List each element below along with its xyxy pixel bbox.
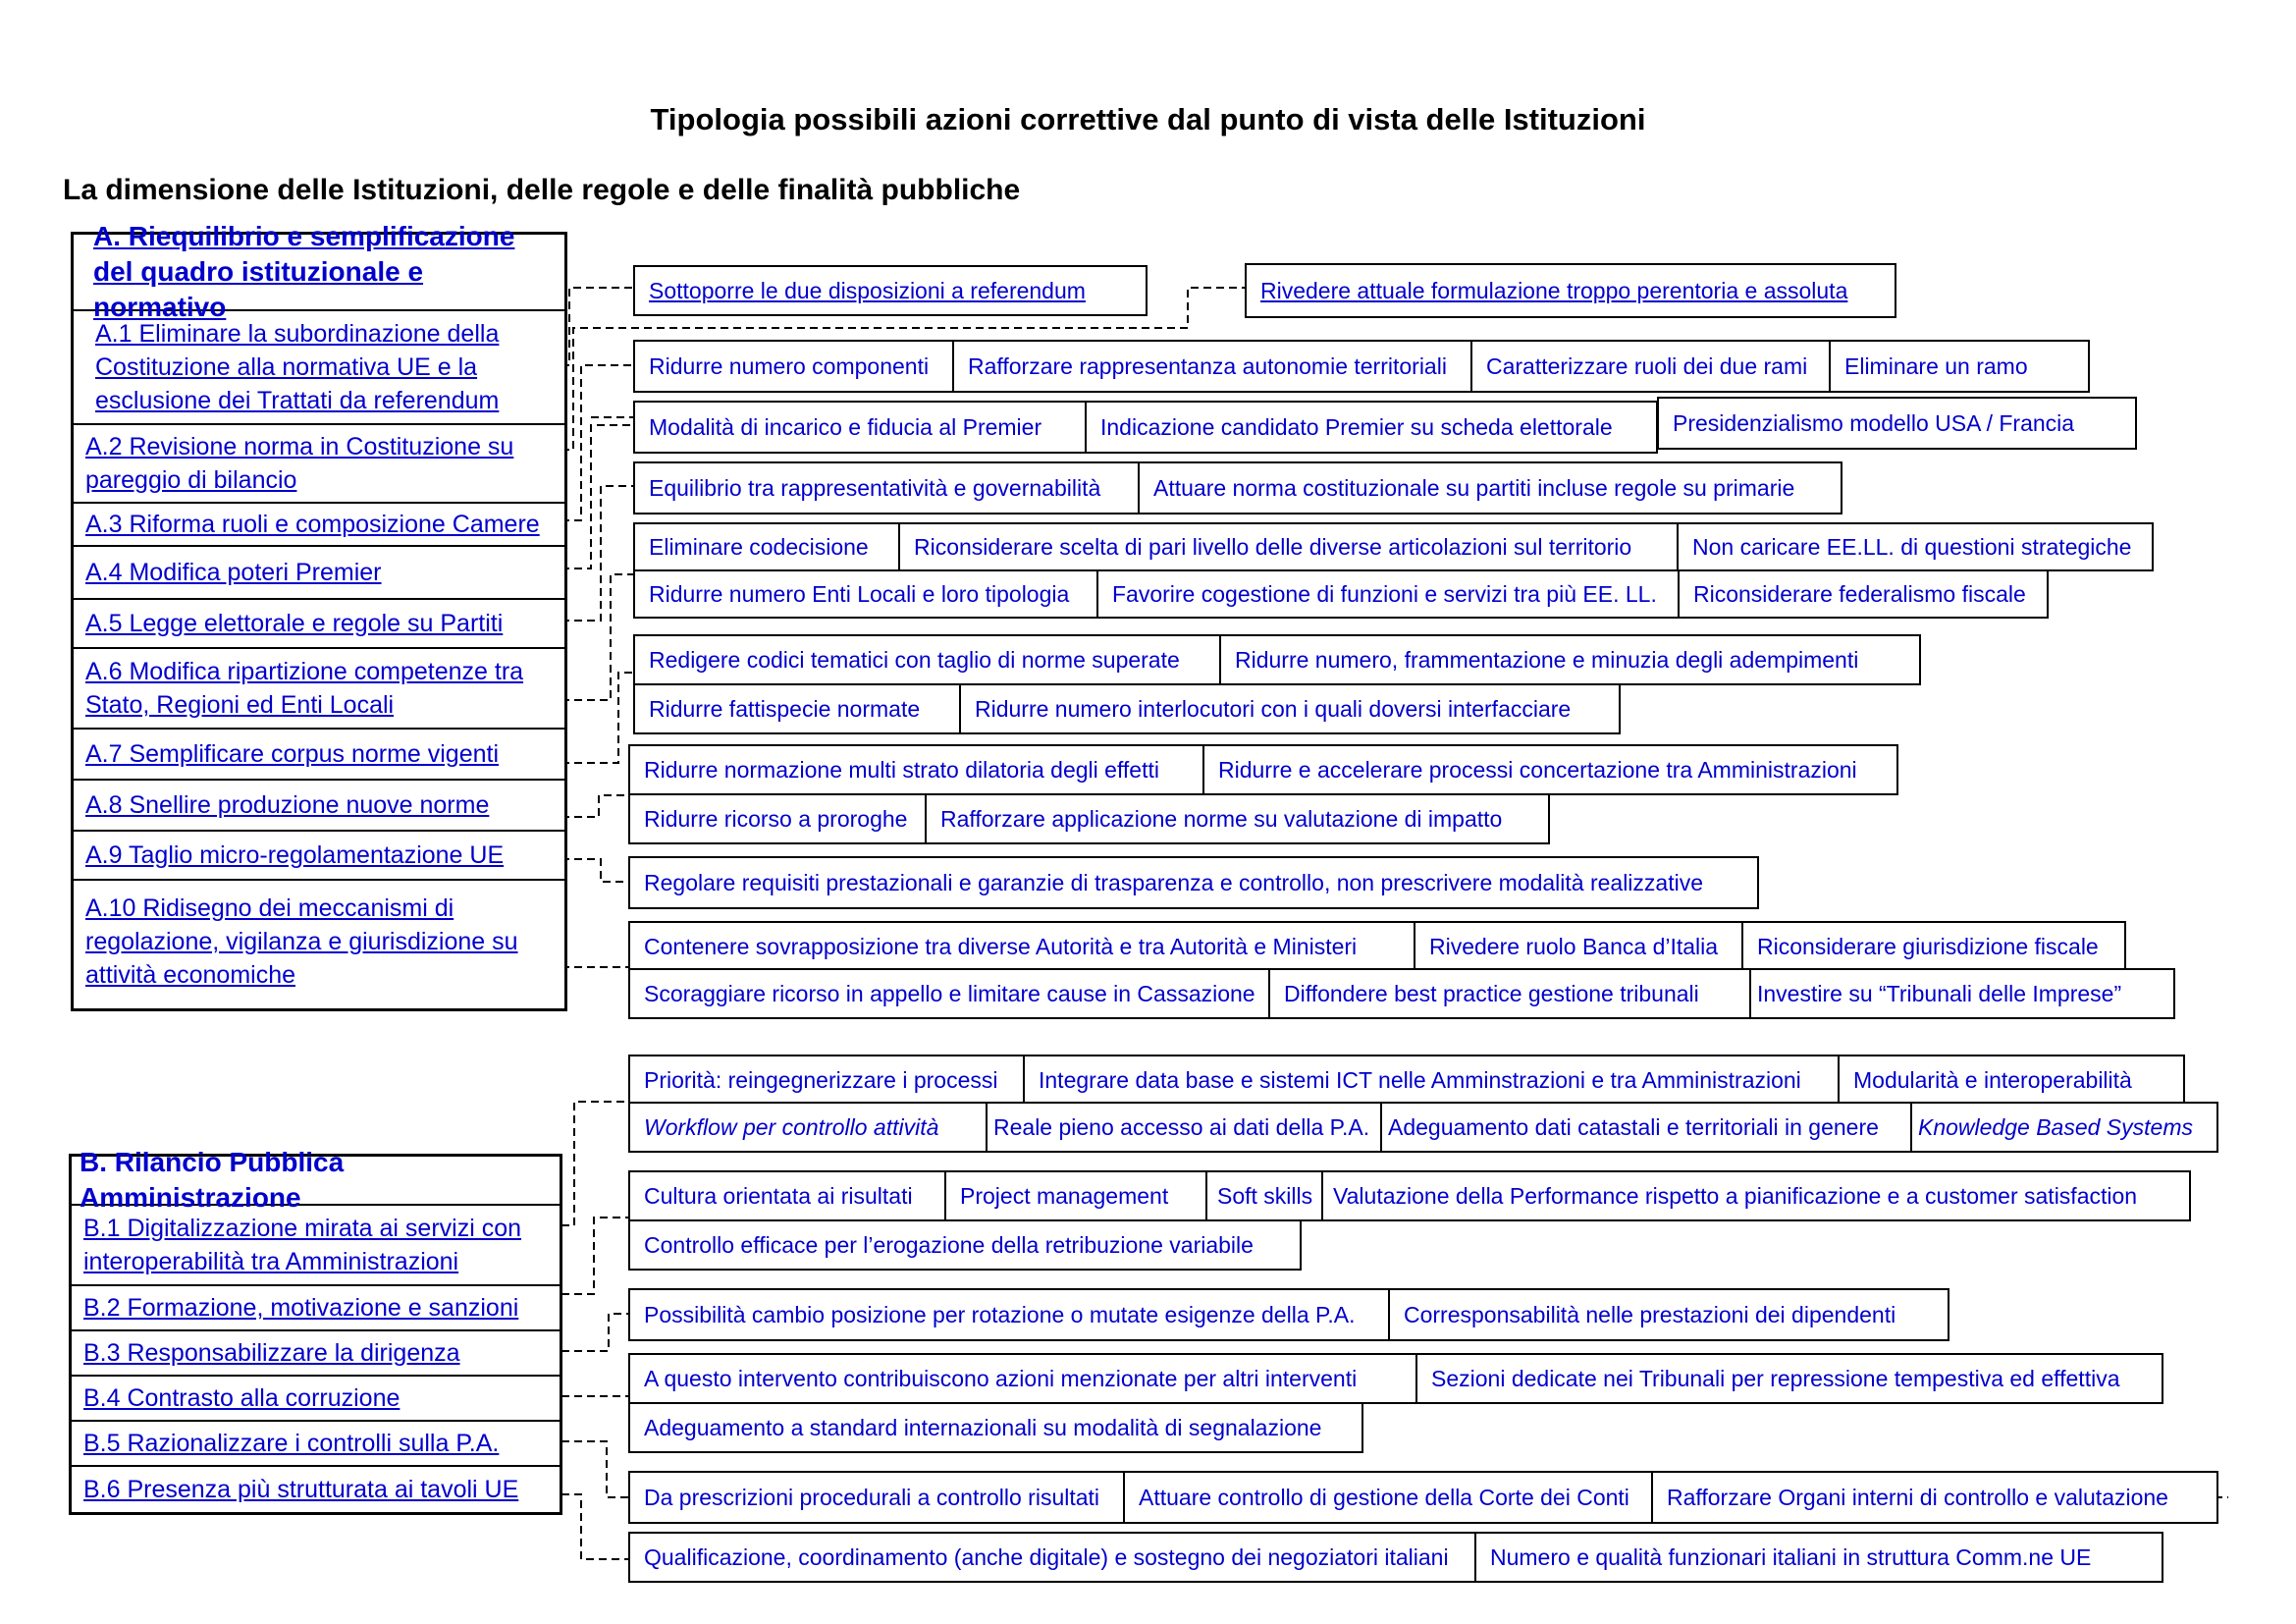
page-title: Tipologia possibili azioni correttive dal punto di vista delle Istituzioni (650, 102, 1646, 136)
action-row-b1-1 (628, 1055, 2185, 1106)
action-item[interactable]: Controllo efficace per l’erogazione della retribuzione variabile (644, 1232, 1254, 1258)
action-item[interactable]: Sottoporre le due disposizioni a referendum (649, 278, 1086, 303)
action-item[interactable]: Rafforzare applicazione norme su valutazione di impatto (925, 795, 1548, 842)
action-row-a1 (633, 265, 1148, 316)
action-row-b1-2 (628, 1102, 2218, 1153)
action-item[interactable]: Rafforzare Organi interni di controllo e valutazione (1651, 1473, 2216, 1522)
action-item[interactable]: A questo intervento contribuiscono azioni menzionate per altri interventi (644, 1366, 1358, 1391)
action-item[interactable]: Eliminare un ramo (1829, 342, 2088, 391)
action-item[interactable]: Rivedere ruolo Banca d’Italia (1414, 923, 1741, 970)
page-subtitle: La dimensione delle Istituzioni, delle regole e delle finalità pubbliche (63, 174, 1021, 206)
section-a-item[interactable]: A.3 Riforma ruoli e composizione Camere (74, 504, 564, 547)
connector-a3 (561, 365, 633, 520)
action-item[interactable]: Knowledge Based Systems (1910, 1104, 2216, 1151)
action-item[interactable]: Project management (944, 1172, 1205, 1219)
action-row-a8-2 (628, 793, 1550, 844)
action-row-a8-1 (628, 744, 1898, 795)
action-item[interactable]: Soft skills (1205, 1172, 1321, 1219)
connector-a1 (561, 288, 633, 365)
section-a-item[interactable]: A.7 Semplificare corpus norme vigenti (74, 730, 564, 781)
action-row-a10-1 (628, 921, 2126, 972)
action-item[interactable]: Valutazione della Performance rispetto a pianificazione e a customer satisfaction (1321, 1172, 2189, 1219)
section-a-item[interactable]: A.2 Revisione norma in Costituzione su pareggio di bilancio (74, 425, 564, 504)
section-b-item[interactable]: B.2 Formazione, motivazione e sanzioni (72, 1286, 560, 1331)
action-item[interactable]: Priorità: reingegnerizzare i processi (644, 1067, 998, 1093)
section-a-item[interactable]: A.5 Legge elettorale e regole su Partiti (74, 600, 564, 649)
section-b-header[interactable]: B. Rilancio Pubblica Amministrazione (72, 1157, 560, 1206)
connector-a5 (561, 486, 633, 621)
action-item[interactable]: Redigere codici tematici con taglio di norme superate (649, 647, 1180, 673)
action-row-b2-1 (628, 1170, 2191, 1221)
connector-a8 (561, 795, 628, 817)
action-item[interactable]: Workflow per controllo attività (644, 1114, 939, 1140)
action-row-a3 (633, 340, 2090, 393)
action-item[interactable]: Rafforzare rappresentanza autonomie territoriali (952, 342, 1470, 391)
action-row-b3 (628, 1288, 1949, 1341)
action-item[interactable]: Diffondere best practice gestione tribunali (1268, 970, 1749, 1017)
action-row-a4-2 (1657, 397, 2137, 450)
action-item[interactable]: Integrare data base e sistemi ICT nelle Amminstrazioni e tra Amministrazioni (1023, 1056, 1838, 1104)
action-item[interactable]: Reale pieno accesso ai dati della P.A. (986, 1104, 1380, 1151)
connector-a9 (561, 859, 628, 882)
action-row-a2 (1245, 263, 1896, 318)
action-item[interactable]: Da prescrizioni procedurali a controllo risultati (644, 1485, 1100, 1510)
action-item[interactable]: Investire su “Tribunali delle Imprese” (1749, 970, 2173, 1017)
connector-a4 (561, 425, 633, 568)
action-item[interactable]: Ridurre numero interlocutori con i quali doversi interfacciare (959, 685, 1619, 732)
action-row-a9 (628, 856, 1759, 909)
action-item[interactable]: Corresponsabilità nelle prestazioni dei dipendenti (1388, 1290, 1948, 1339)
action-item[interactable]: Indicazione candidato Premier su scheda elettorale (1085, 403, 1656, 452)
action-row-a7-2 (633, 683, 1621, 734)
action-item[interactable]: Riconsiderare federalismo fiscale (1678, 571, 2047, 617)
action-item[interactable]: Presidenzialismo modello USA / Francia (1673, 410, 2075, 436)
section-a-item[interactable]: A.8 Snellire produzione nuove norme (74, 781, 564, 832)
action-item[interactable]: Possibilità cambio posizione per rotazione o mutate esigenze della P.A. (644, 1302, 1356, 1327)
section-b-item[interactable]: B.5 Razionalizzare i controlli sulla P.A. (72, 1422, 560, 1467)
section-a-item[interactable]: A.9 Taglio micro-regolamentazione UE (74, 832, 564, 881)
section-b-item[interactable]: B.4 Contrasto alla corruzione (72, 1377, 560, 1422)
action-item[interactable]: Favorire cogestione di funzioni e servizi tra più EE. LL. (1096, 571, 1678, 617)
connector-b6 (561, 1494, 628, 1559)
action-item[interactable]: Regolare requisiti prestazionali e garanzie di trasparenza e controllo, non prescrivere modalità realizzative (644, 870, 1704, 895)
action-item[interactable]: Ridurre ricorso a proroghe (644, 806, 908, 832)
action-item[interactable]: Modalità di incarico e fiducia al Premier (649, 414, 1042, 440)
action-item[interactable]: Riconsiderare scelta di pari livello delle diverse articolazioni sul territorio (898, 524, 1677, 569)
action-row-b5 (628, 1471, 2218, 1524)
action-item[interactable]: Equilibrio tra rappresentatività e governabilità (649, 475, 1101, 501)
action-item[interactable]: Ridurre fattispecie normate (649, 696, 921, 722)
action-item[interactable]: Contenere sovrapposizione tra diverse Autorità e tra Autorità e Ministeri (644, 934, 1358, 959)
section-b-item[interactable]: B.3 Responsabilizzare la dirigenza (72, 1331, 560, 1377)
action-item[interactable]: Adeguamento dati catastali e territoriali in genere (1380, 1104, 1910, 1151)
connector-b5 (561, 1441, 628, 1497)
action-row-a6-2 (633, 569, 2049, 619)
action-item[interactable]: Ridurre numero, frammentazione e minuzia degli adempimenti (1219, 636, 1919, 683)
section-b-panel (69, 1147, 562, 1515)
section-a-header[interactable]: A. Riequilibrio e semplificazione del quadro istituzionale e normativo (74, 235, 564, 311)
action-row-a5 (633, 461, 1842, 514)
action-item[interactable]: Rivedere attuale formulazione troppo perentoria e assoluta (1260, 278, 1848, 303)
connector-b1 (561, 1102, 628, 1225)
action-item[interactable]: Adeguamento a standard internazionali su modalità di segnalazione (644, 1415, 1322, 1440)
action-item[interactable]: Ridurre numero Enti Locali e loro tipologia (649, 581, 1070, 607)
action-item[interactable]: Non caricare EE.LL. di questioni strategiche (1677, 524, 2152, 569)
action-row-b2-2 (628, 1219, 1302, 1271)
action-item[interactable]: Modularità e interoperabilità (1838, 1056, 2183, 1104)
action-item[interactable]: Numero e qualità funzionari italiani in struttura Comm.ne UE (1474, 1534, 2162, 1581)
action-item[interactable]: Qualificazione, coordinamento (anche digitale) e sostegno dei negoziatori italiani (644, 1544, 1449, 1570)
section-a-panel (71, 221, 567, 1011)
action-row-b4-2 (628, 1402, 1363, 1453)
action-item[interactable]: Attuare controllo di gestione della Corte dei Conti (1123, 1473, 1651, 1522)
section-a-item[interactable]: A.1 Eliminare la subordinazione della Costituzione alla normativa UE e la esclusione dei Trattati da referendum (74, 311, 564, 425)
action-item[interactable]: Caratterizzare ruoli dei due rami (1470, 342, 1829, 391)
connector-b3 (561, 1314, 628, 1351)
section-b-item[interactable]: B.1 Digitalizzazione mirata ai servizi con interoperabilità tra Amministrazioni (72, 1206, 560, 1286)
action-item[interactable]: Ridurre normazione multi strato dilatoria degli effetti (644, 757, 1159, 783)
action-item[interactable]: Cultura orientata ai risultati (644, 1183, 913, 1209)
action-item[interactable]: Ridurre e accelerare processi concertazione tra Amministrazioni (1202, 746, 1896, 793)
action-row-a6-1 (633, 522, 2154, 571)
action-item[interactable]: Riconsiderare giurisdizione fiscale (1741, 923, 2124, 970)
action-row-b6 (628, 1532, 2163, 1583)
action-item[interactable]: Sezioni dedicate nei Tribunali per repressione tempestiva ed effettiva (1415, 1355, 2162, 1402)
action-row-a10-2 (628, 968, 2175, 1019)
action-item[interactable]: Attuare norma costituzionale su partiti incluse regole su primarie (1138, 463, 1841, 513)
action-row-a7-1 (633, 634, 1921, 685)
section-a-item[interactable]: A.6 Modifica ripartizione competenze tra Stato, Regioni ed Enti Locali (74, 649, 564, 730)
connector-a6 (561, 574, 633, 700)
action-row-b4-1 (628, 1353, 2163, 1404)
section-a-item[interactable]: A.10 Ridisegno dei meccanismi di regolazione, vigilanza e giurisdizione su attività economiche (85, 894, 518, 989)
connector-b2 (561, 1218, 628, 1294)
section-b-item[interactable]: B.6 Presenza più strutturata ai tavoli UE (83, 1476, 519, 1503)
action-item[interactable]: Ridurre numero componenti (649, 353, 930, 379)
action-row-a4-1 (633, 401, 1658, 454)
action-item[interactable]: Scoraggiare ricorso in appello e limitare cause in Cassazione (644, 981, 1255, 1006)
connector-a7 (561, 673, 633, 763)
section-a-item[interactable]: A.4 Modifica poteri Premier (74, 547, 564, 600)
action-item[interactable]: Eliminare codecisione (649, 534, 869, 560)
